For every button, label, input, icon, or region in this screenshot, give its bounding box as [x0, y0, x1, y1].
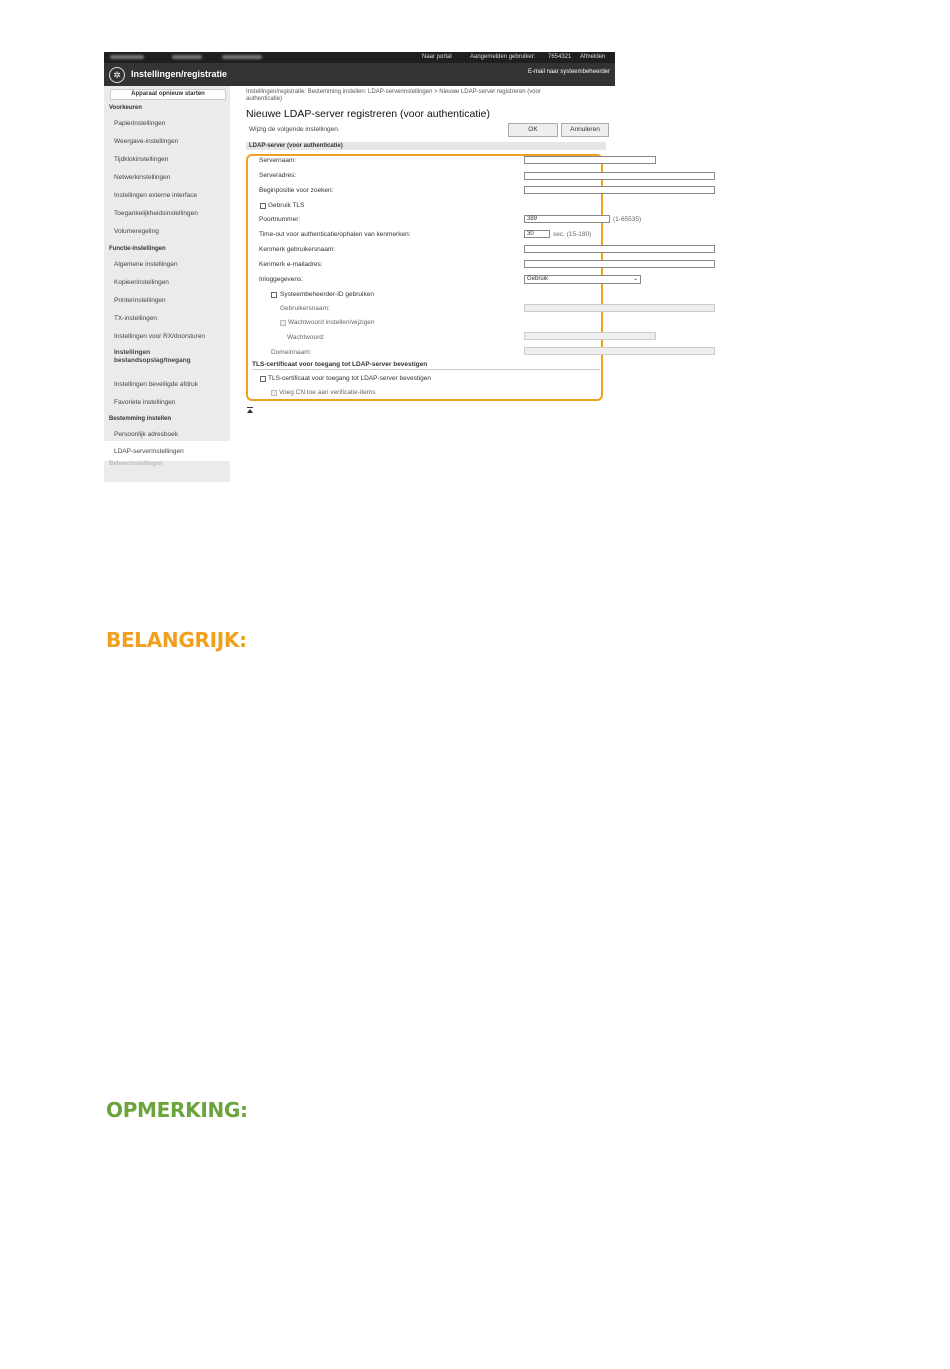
sidebar-item[interactable]: Instellingen voor RX/doorsturen — [114, 333, 206, 340]
section-header: LDAP-server (voor authenticatie) — [246, 142, 606, 150]
main-panel — [230, 86, 642, 482]
server-address-label: Serveradres: — [259, 172, 297, 179]
tls-section-header: TLS-certificaat voor toegang tot LDAP-server bevestigen — [252, 361, 600, 370]
screenshot-remote-ui — [104, 52, 642, 482]
attr-email-input[interactable] — [524, 260, 715, 268]
login-type-select[interactable] — [524, 275, 641, 284]
cancel-button[interactable]: Annuleren — [561, 123, 609, 137]
blurred-text — [222, 55, 262, 59]
sidebar-item[interactable]: bestandsopslag/toegang — [114, 357, 191, 364]
sidebar-item[interactable]: Weergave-instellingen — [114, 138, 179, 145]
app-header — [104, 63, 615, 86]
port-label: Poortnummer: — [259, 216, 301, 223]
sidebar-category: Voorkeuren — [109, 105, 142, 111]
attr-username-input[interactable] — [524, 245, 715, 253]
sidebar-category: Bestemming instellen — [109, 416, 172, 422]
settings-logo-icon: ✲ — [109, 67, 125, 83]
mail-admin-link[interactable]: E-mail naar systeembeheerder — [527, 69, 610, 75]
sidebar-item[interactable]: Kopieerinstellingen — [114, 279, 169, 286]
set-password-checkbox[interactable] — [280, 320, 286, 326]
page-title: Nieuwe LDAP-server registreren (voor authenticatie) — [246, 108, 490, 120]
sidebar-item[interactable]: Netwerkinstellingen — [114, 174, 171, 181]
use-tls-label: Gebruik TLS — [268, 202, 305, 209]
blurred-text — [110, 55, 144, 59]
port-input[interactable]: 389 — [524, 215, 610, 223]
sidebar-item[interactable]: Persoonlijk adresboek — [114, 431, 178, 438]
blurred-text — [172, 55, 202, 59]
attr-username-label: Kenmerk gebruikersnaam: — [259, 246, 336, 253]
sidebar-item[interactable]: Instellingen externe interface — [114, 192, 198, 199]
breadcrumb: Instellingen/registratie: Bestemming instellen: LDAP-serverinstellingen > Nieuwe LDAP-server registreren (voor authenticatie) — [246, 89, 541, 102]
password-input[interactable] — [524, 332, 656, 340]
back-to-top-icon[interactable] — [246, 406, 254, 414]
server-name-input[interactable] — [524, 156, 656, 164]
search-start-label: Beginpositie voor zoeken: — [259, 187, 334, 194]
sidebar-item[interactable]: Favoriete instellingen — [114, 399, 176, 406]
sidebar-item[interactable]: Toegankelijkheidsinstellingen — [114, 210, 198, 217]
set-password-label: Wachtwoord instellen/wijzigen — [288, 319, 375, 326]
restart-device-button[interactable]: Apparaat opnieuw starten — [110, 89, 226, 100]
use-admin-id-checkbox[interactable] — [271, 292, 277, 298]
tls-confirm-label: TLS-certificaat voor toegang tot LDAP-server bevestigen — [268, 375, 431, 382]
password-label: Wachtwoord: — [287, 334, 325, 341]
domain-input[interactable] — [524, 347, 715, 355]
ok-button[interactable]: OK — [508, 123, 558, 137]
top-link-bar — [104, 52, 615, 63]
username-input[interactable] — [524, 304, 715, 312]
timeout-input[interactable]: 30 — [524, 230, 550, 238]
port-range-text: (1-65535) — [613, 216, 642, 223]
sidebar-item[interactable]: Tijdklokinstellingen — [114, 156, 169, 163]
header-title: Instellingen/registratie — [131, 69, 228, 79]
sidebar-item[interactable]: Papierinstellingen — [114, 120, 166, 127]
username-label: Gebruikersnaam: — [280, 305, 330, 312]
sidebar-item[interactable]: LDAP-serverinstellingen — [114, 448, 184, 455]
use-admin-id-label: Systeembeheerder-ID gebruiken — [280, 291, 374, 298]
login-user-label: Aangemelden gebruiker: — [470, 54, 536, 60]
hint-text: Wijzig de volgende instellingen. — [249, 126, 340, 133]
domain-label: Domeinnaam: — [271, 349, 312, 356]
add-cn-label: Voeg CN toe aan verificatie-items — [279, 389, 376, 396]
sidebar-item[interactable]: Printerinstellingen — [114, 297, 166, 304]
sidebar-item[interactable]: Instellingen — [114, 349, 151, 356]
sidebar-item[interactable]: Volumeregeling — [114, 228, 159, 235]
server-name-label: Servernaam: — [259, 157, 297, 164]
add-cn-checkbox[interactable] — [271, 390, 277, 396]
sidebar-item[interactable]: Algemene instellingen — [114, 261, 178, 268]
sidebar-category: Functie-instellingen — [109, 246, 166, 252]
sidebar-item[interactable]: TX-instellingen — [114, 315, 157, 322]
important-heading: BELANGRIJK: — [106, 628, 247, 652]
timeout-label: Time-out voor authenticatie/ophalen van kenmerken: — [259, 231, 411, 238]
sidebar-item[interactable]: Beheerinstellingen — [109, 461, 163, 467]
logout-link[interactable]: Afmelden — [580, 54, 606, 60]
portal-link[interactable]: Naar portal — [422, 54, 452, 60]
sidebar — [104, 86, 230, 482]
use-tls-checkbox[interactable] — [260, 203, 266, 209]
timeout-unit-text: sec. (15-180) — [553, 231, 592, 238]
sidebar-item[interactable]: Instellingen beveiligde afdruk — [114, 381, 198, 388]
tls-confirm-checkbox[interactable] — [260, 376, 266, 382]
login-type-value: Gebruik — [527, 276, 549, 282]
search-start-input[interactable] — [524, 186, 715, 194]
server-address-input[interactable] — [524, 172, 715, 180]
login-type-label: Inloggegevens: — [259, 276, 304, 283]
attr-email-label: Kenmerk e-mailadres: — [259, 261, 323, 268]
user-id: 7654321 — [548, 54, 572, 60]
chevron-down-icon: ⌄ — [632, 276, 638, 282]
note-heading: OPMERKING: — [106, 1098, 248, 1122]
